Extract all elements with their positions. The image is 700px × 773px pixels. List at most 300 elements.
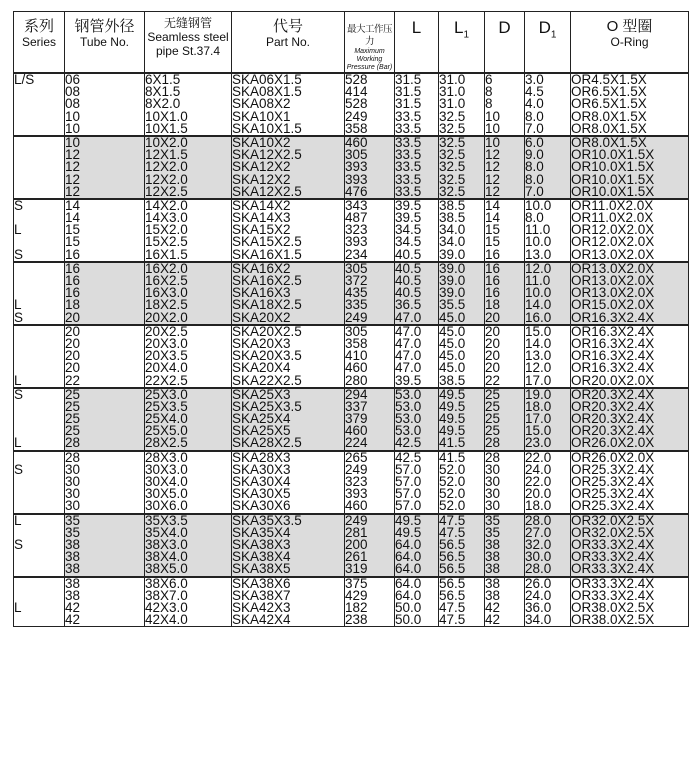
cell-value: 9.0 — [525, 147, 544, 163]
cell-value: L — [14, 512, 22, 528]
cell-value: SKA08X1.5 — [232, 84, 302, 100]
cell-value: 16X2.5 — [145, 273, 188, 288]
cell-value — [14, 551, 64, 563]
cell-value: 16 — [65, 260, 81, 276]
cell-o-ring — [571, 514, 689, 577]
cell-value: OR11.0X2.0X — [571, 197, 654, 213]
cell-value: 42 — [65, 599, 81, 615]
cell-value: 375 — [345, 575, 368, 591]
cell-value: S — [14, 197, 24, 213]
cell-value: OR8.0X1.5X — [571, 134, 647, 150]
cell-value: 14 — [65, 197, 81, 213]
cell-value: 20 — [65, 360, 81, 376]
cell-value: 15X2.5 — [145, 234, 188, 250]
cell-value: 32.5 — [439, 159, 466, 175]
cell-pressure — [345, 199, 395, 262]
cell-value: 20X3.5 — [145, 348, 188, 364]
cell-value: 20 — [65, 335, 81, 351]
cell-value: 435 — [345, 285, 368, 301]
cell-D1 — [525, 577, 571, 627]
cell-value: 10 — [65, 108, 81, 124]
cell-series — [14, 262, 65, 325]
cell-value: 460 — [345, 360, 368, 376]
cell-value: 42.5 — [395, 435, 422, 451]
cell-tube-no — [65, 325, 145, 388]
cell-value: 35.5 — [439, 297, 466, 313]
cell-value: 39.0 — [439, 273, 466, 288]
cell-series — [14, 451, 65, 514]
cell-value: 10.0 — [525, 285, 552, 301]
cell-value: 40.5 — [395, 273, 422, 288]
header-seamless-steel: 无缝钢管 Seamless steel pipe St.37.4 — [145, 12, 232, 74]
cell-value: OR38.0X2.5X — [571, 612, 655, 628]
cell-value: 52.0 — [439, 474, 466, 489]
cell-value: 39.0 — [439, 285, 466, 301]
cell-value: L/S — [14, 72, 35, 87]
cell-value: 52.0 — [439, 486, 466, 502]
cell-value: SKA25X5 — [232, 423, 291, 439]
cell-value: 15.0 — [525, 423, 552, 439]
cell-value — [14, 263, 64, 275]
cell-value: 14 — [65, 210, 81, 226]
cell-value: 13.0 — [525, 246, 552, 262]
fitting-spec-table — [13, 11, 689, 627]
cell-value: S — [14, 309, 24, 325]
cell-value: 14 — [485, 210, 501, 226]
cell-o-ring — [571, 451, 689, 514]
cell-D — [485, 73, 525, 136]
cell-value: 410 — [345, 348, 368, 364]
cell-value: 8.0 — [525, 108, 544, 124]
cell-seamless-steel — [145, 199, 232, 262]
cell-value: 39.5 — [395, 210, 422, 226]
cell-L1 — [439, 73, 485, 136]
cell-value: 28.0 — [525, 561, 552, 577]
cell-value: OR20.3X2.4X — [571, 423, 655, 439]
cell-value: 33.5 — [395, 171, 422, 187]
header-D1: $D_1$ — [525, 12, 571, 74]
cell-value: OR25.3X2.4X — [571, 461, 655, 477]
cell-value: 25 — [65, 386, 81, 402]
cell-value: 16.0 — [525, 309, 552, 325]
cell-D — [485, 262, 525, 325]
cell-value: SKA16X2.5 — [232, 273, 302, 288]
cell-value: SKA22X2.5 — [232, 372, 302, 388]
cell-value: SKA12X2.5 — [232, 147, 302, 163]
cell-value: 31.5 — [395, 96, 422, 112]
cell-value: 8X1.5 — [145, 84, 181, 100]
cell-value: 20 — [65, 309, 81, 325]
cell-value: 25 — [65, 398, 81, 414]
cell-value: OR25.3X2.4X — [571, 498, 655, 514]
table-row-group — [14, 325, 689, 388]
cell-o-ring — [571, 136, 689, 199]
cell-value: OR20.0X2.0X — [571, 372, 655, 388]
cell-L1 — [439, 388, 485, 451]
cell-value: OR16.3X2.4X — [571, 360, 655, 376]
cell-value: 6X1.5 — [145, 72, 181, 87]
cell-value: 36.5 — [395, 297, 422, 313]
cell-value: 200 — [345, 536, 368, 552]
cell-value: 16 — [65, 273, 81, 288]
cell-value: 294 — [345, 386, 368, 402]
cell-value: 528 — [345, 96, 368, 112]
cell-value: 53.0 — [395, 423, 422, 439]
cell-value: 4.0 — [525, 96, 544, 112]
cell-value: 20X3.0 — [145, 335, 188, 351]
cell-value: 30 — [65, 486, 81, 502]
cell-value — [14, 161, 64, 173]
cell-value: L — [14, 599, 22, 615]
cell-value: 47.0 — [395, 335, 422, 351]
cell-o-ring — [571, 262, 689, 325]
cell-value: OR12.0X2.0X — [571, 222, 655, 238]
cell-value: 28 — [485, 449, 501, 465]
cell-value: 249 — [345, 461, 368, 477]
cell-value: 10X1.0 — [145, 108, 188, 124]
cell-part-no — [232, 199, 345, 262]
cell-value: 393 — [345, 234, 368, 250]
cell-value — [14, 174, 64, 186]
cell-value: 34.0 — [525, 612, 552, 628]
cell-value: OR11.0X2.0X — [571, 210, 654, 226]
cell-value: 337 — [345, 398, 368, 414]
cell-value: 15 — [485, 222, 501, 238]
cell-value: 12 — [485, 171, 501, 187]
cell-value: 30X6.0 — [145, 498, 188, 514]
cell-value: S — [14, 386, 24, 402]
cell-value: SKA38X6 — [232, 575, 291, 591]
cell-value: 32.5 — [439, 171, 466, 187]
cell-L1 — [439, 325, 485, 388]
cell-value: 47.5 — [439, 599, 466, 615]
cell-part-no — [232, 136, 345, 199]
cell-value: 280 — [345, 372, 368, 388]
cell-value: 16 — [65, 285, 81, 301]
cell-value: 10X1.5 — [145, 120, 188, 136]
cell-D1 — [525, 325, 571, 388]
cell-value: 27.0 — [525, 524, 552, 540]
cell-value: 38 — [65, 536, 81, 552]
cell-value: SKA06X1.5 — [232, 72, 302, 87]
cell-value: OR10.0X1.5X — [571, 171, 655, 187]
cell-value: OR26.0X2.0X — [571, 449, 655, 465]
cell-series — [14, 199, 65, 262]
cell-value: 49.5 — [439, 423, 466, 439]
cell-value: 20.0 — [525, 486, 552, 502]
cell-value: 10 — [485, 134, 501, 150]
cell-value: OR15.0X2.0X — [571, 297, 655, 313]
cell-value: 22.0 — [525, 474, 552, 489]
cell-value: 34.0 — [439, 234, 466, 250]
cell-value: 30 — [65, 474, 81, 489]
cell-value: 36.0 — [525, 599, 552, 615]
cell-series — [14, 136, 65, 199]
cell-value: SKA42X3 — [232, 599, 291, 615]
cell-value: 32.5 — [439, 147, 466, 163]
cell-value: 281 — [345, 524, 368, 540]
cell-value: 45.0 — [439, 335, 466, 351]
cell-value: OR32.0X2.5X — [571, 512, 655, 528]
cell-value — [14, 98, 64, 110]
cell-tube-no — [65, 262, 145, 325]
cell-value: OR20.3X2.4X — [571, 411, 655, 427]
cell-value: 358 — [345, 335, 368, 351]
cell-value: 393 — [345, 486, 368, 502]
cell-value: L — [14, 372, 22, 388]
cell-value: 10.0 — [525, 197, 552, 213]
cell-value: 40.5 — [395, 285, 422, 301]
cell-pressure — [345, 451, 395, 514]
cell-D1 — [525, 136, 571, 199]
cell-value: 10X2.0 — [145, 134, 188, 150]
header-L: L — [395, 12, 439, 74]
cell-o-ring — [571, 199, 689, 262]
cell-pressure — [345, 514, 395, 577]
cell-value: 22X2.5 — [145, 372, 188, 388]
cell-value: 335 — [345, 297, 368, 313]
cell-value: 12 — [65, 147, 81, 163]
cell-value: SKA16X3 — [232, 285, 291, 301]
cell-L — [395, 73, 439, 136]
header-D: D — [485, 12, 525, 74]
cell-value: 35 — [65, 524, 81, 540]
cell-value: 35X3.5 — [145, 512, 188, 528]
cell-value: 30 — [485, 498, 501, 514]
cell-value: 8 — [485, 96, 493, 112]
cell-value: 12X2.0 — [145, 159, 188, 175]
cell-value: OR12.0X2.0X — [571, 234, 655, 250]
cell-o-ring — [571, 325, 689, 388]
cell-value: OR20.3X2.4X — [571, 398, 655, 414]
cell-D — [485, 451, 525, 514]
cell-value: 8X2.0 — [145, 96, 181, 112]
cell-value: 4.5 — [525, 84, 544, 100]
cell-L1 — [439, 262, 485, 325]
cell-value: OR6.5X1.5X — [571, 96, 647, 112]
cell-value: OR16.3X2.4X — [571, 335, 655, 351]
cell-value — [14, 413, 64, 425]
cell-value: 25X4.0 — [145, 411, 188, 427]
cell-value: 17.0 — [525, 372, 552, 388]
cell-value: SKA35X4 — [232, 524, 291, 540]
cell-seamless-steel — [145, 136, 232, 199]
cell-value: 31.5 — [395, 72, 422, 87]
cell-L — [395, 136, 439, 199]
cell-value: 18X2.5 — [145, 297, 188, 313]
cell-value: 3.0 — [525, 72, 544, 87]
table-row-group — [14, 73, 689, 136]
cell-value: 8.0 — [525, 159, 544, 175]
cell-tube-no — [65, 514, 145, 577]
cell-value: 41.5 — [439, 435, 466, 451]
cell-value: 52.0 — [439, 461, 466, 477]
cell-value: 38 — [485, 587, 501, 603]
cell-value: OR26.0X2.0X — [571, 435, 655, 451]
cell-value: 32.5 — [439, 134, 466, 150]
cell-L — [395, 514, 439, 577]
cell-value: 57.0 — [395, 498, 422, 514]
cell-value: 25 — [485, 411, 501, 427]
cell-value: 305 — [345, 323, 368, 339]
cell-value: 16X1.5 — [145, 246, 188, 262]
cell-seamless-steel — [145, 73, 232, 136]
cell-value: 35 — [485, 524, 501, 540]
table-row-group — [14, 199, 689, 262]
cell-value: 22 — [485, 372, 501, 388]
cell-value: SKA30X6 — [232, 498, 291, 514]
cell-value: 57.0 — [395, 474, 422, 489]
cell-series — [14, 577, 65, 627]
cell-value: SKA10X1.5 — [232, 120, 302, 136]
cell-value — [14, 488, 64, 500]
cell-value: 16 — [65, 246, 81, 262]
cell-value: 13.0 — [525, 348, 552, 364]
cell-value: OR13.0X2.0X — [571, 260, 655, 276]
cell-value: 57.0 — [395, 461, 422, 477]
cell-value: 34.5 — [395, 222, 422, 238]
cell-value: 18.0 — [525, 498, 552, 514]
cell-value: 20X4.0 — [145, 360, 188, 376]
cell-value: 12 — [485, 183, 501, 199]
cell-value: 6.0 — [525, 134, 544, 150]
cell-D — [485, 514, 525, 577]
table-header — [14, 12, 689, 74]
cell-tube-no — [65, 451, 145, 514]
cell-D1 — [525, 388, 571, 451]
cell-value: 10 — [485, 120, 501, 136]
cell-value: 10.0 — [525, 234, 552, 250]
cell-value: 47.5 — [439, 612, 466, 628]
cell-L — [395, 325, 439, 388]
cell-value: SKA14X2 — [232, 197, 291, 213]
cell-value: 16 — [485, 260, 501, 276]
cell-value: 33.5 — [395, 134, 422, 150]
cell-value: 15 — [485, 234, 501, 250]
cell-value: 15.0 — [525, 323, 552, 339]
cell-o-ring — [571, 73, 689, 136]
cell-value — [14, 338, 64, 350]
cell-value: SKA08X2 — [232, 96, 291, 112]
cell-value: 32.5 — [439, 183, 466, 199]
cell-value: S — [14, 536, 24, 552]
cell-value: 14.0 — [525, 297, 552, 313]
cell-value: 42 — [65, 612, 81, 628]
cell-value: 16 — [485, 246, 501, 262]
cell-value: 52.0 — [439, 498, 466, 514]
header-part-no: 代号 Part No. — [232, 12, 345, 74]
cell-part-no — [232, 514, 345, 577]
cell-value: SKA20X2.5 — [232, 323, 302, 339]
cell-L1 — [439, 451, 485, 514]
cell-value: SKA16X1.5 — [232, 246, 302, 262]
cell-value: OR13.0X2.0X — [571, 246, 655, 262]
cell-D1 — [525, 514, 571, 577]
cell-value: 49.5 — [439, 411, 466, 427]
cell-value: 25 — [485, 386, 501, 402]
cell-value: 38X7.0 — [145, 587, 188, 603]
cell-value: 20 — [485, 323, 501, 339]
cell-value: 28 — [65, 435, 81, 451]
cell-value: 49.5 — [395, 512, 422, 528]
cell-value — [14, 563, 64, 575]
cell-value: 39.0 — [439, 260, 466, 276]
cell-value: 22 — [65, 372, 81, 388]
cell-value: 182 — [345, 599, 368, 615]
cell-value: 261 — [345, 549, 368, 565]
cell-value — [14, 86, 64, 98]
cell-value: 38X6.0 — [145, 575, 188, 591]
cell-value: 25X3.5 — [145, 398, 188, 414]
cell-seamless-steel — [145, 451, 232, 514]
cell-D — [485, 325, 525, 388]
cell-seamless-steel — [145, 262, 232, 325]
cell-value: L — [14, 297, 22, 313]
cell-value — [14, 500, 64, 512]
cell-part-no — [232, 73, 345, 136]
cell-value: 30 — [65, 498, 81, 514]
cell-L1 — [439, 514, 485, 577]
cell-value: 30X4.0 — [145, 474, 188, 489]
cell-value: 31.0 — [439, 84, 466, 100]
cell-L1 — [439, 136, 485, 199]
cell-value: SKA38X4 — [232, 549, 291, 565]
cell-value: 47.5 — [439, 512, 466, 528]
table-body — [14, 73, 689, 627]
cell-value: 20X2.5 — [145, 323, 188, 339]
cell-value: 25X5.0 — [145, 423, 188, 439]
cell-value: 25 — [65, 423, 81, 439]
cell-tube-no — [65, 388, 145, 451]
cell-value: 12X1.5 — [145, 147, 188, 163]
cell-value: SKA12X2 — [232, 159, 291, 175]
cell-value: SKA20X2 — [232, 309, 291, 325]
cell-value: OR10.0X1.5X — [571, 159, 655, 175]
cell-value: 30 — [485, 461, 501, 477]
cell-value: 41.5 — [439, 449, 466, 465]
cell-value: 64.0 — [395, 587, 422, 603]
cell-value: 35X4.0 — [145, 524, 188, 540]
cell-part-no — [232, 451, 345, 514]
cell-value: 25X3.0 — [145, 386, 188, 402]
cell-value: SKA30X3 — [232, 461, 291, 477]
cell-value: 20 — [65, 323, 81, 339]
cell-value: 393 — [345, 159, 368, 175]
cell-value: 38X5.0 — [145, 561, 188, 577]
cell-value: 50.0 — [395, 612, 422, 628]
cell-value: 32.5 — [439, 108, 466, 124]
cell-value — [14, 186, 64, 198]
cell-value: 10 — [485, 108, 501, 124]
cell-value: 24.0 — [525, 461, 552, 477]
cell-o-ring — [571, 388, 689, 451]
cell-tube-no — [65, 199, 145, 262]
cell-value: 53.0 — [395, 386, 422, 402]
cell-value: 10 — [65, 120, 81, 136]
cell-value: 47.0 — [395, 323, 422, 339]
cell-value: 47.5 — [439, 524, 466, 540]
cell-D — [485, 136, 525, 199]
cell-value: 64.0 — [395, 561, 422, 577]
cell-value: 49.5 — [439, 386, 466, 402]
cell-value: 12 — [485, 147, 501, 163]
cell-value: SKA38X5 — [232, 561, 291, 577]
cell-value: 23.0 — [525, 435, 552, 451]
cell-tube-no — [65, 136, 145, 199]
cell-value — [14, 111, 64, 123]
cell-value: 40.5 — [395, 246, 422, 262]
cell-value: OR16.3X2.4X — [571, 323, 655, 339]
